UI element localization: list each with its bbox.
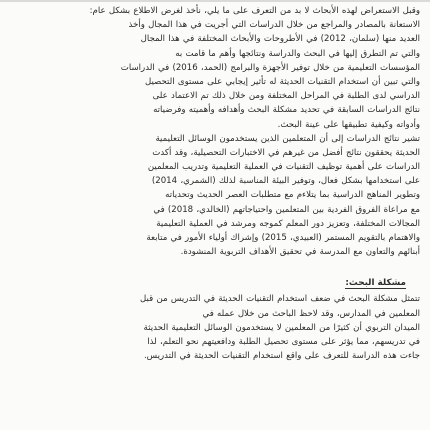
text-line: والتي تبين أن استخدام التقنيات الحديثة له تأثير إيجابي على مستوى التحصيل xyxy=(144,76,420,87)
paragraph-2 xyxy=(10,292,420,363)
paragraph-1 xyxy=(10,4,420,259)
text-line: جاءت هذه الدراسة للتعرف على واقع استخدام التقنيات الحديثة في التدريس. xyxy=(143,351,420,362)
text-line: الاستعانة بالمصادر والمراجع من خلال الدراسات التي أجريت في هذا المجال وأخذ xyxy=(128,20,420,31)
text-line: والتي تم التطرق إليها في البحث والدراسة ونتائجها وأهم ما قامت به xyxy=(175,48,420,59)
text-line: الدراسي لدى الطلبة في المراحل المختلفة ومن خلال ذلك تم الاعتماد على xyxy=(152,91,420,102)
text-line: العديد منها (سلمان، 2012) في الأطروحات والأبحاث المختلفة في هذا المجال xyxy=(140,34,420,45)
section-heading-text: مشكلة البحث: xyxy=(345,278,406,289)
text-line: تشير نتائج الدراسات إلى أن المتعلمين الذين يستخدمون الوسائل التعليمية xyxy=(155,133,420,144)
text-line: مع مراعاة الفروق الفردية بين المتعلمين واحتياجاتهم (الخالدي، 2018) في xyxy=(153,204,420,215)
text-line: الميدان التربوي أن كثيرًا من المعلمين لا يستخدمون الوسائل التعليمية الحديثة xyxy=(143,322,420,333)
top-edge-shadow xyxy=(0,0,430,2)
text-line: وقبل الاستعراض لهذه الأبحاث لا بد من التعرف على ما يلي، نأخذ لغرض الاطلاع بشكل عام: xyxy=(89,6,420,16)
text-line: الحديثة يحققون نتائج أفضل من غيرهم في الاختبارات التحصيلية، وقد أكدت xyxy=(152,147,420,158)
text-line: والاهتمام بالتقويم المستمر (العبيدي، 2015) وإشراك أولياء الأمور في متابعة xyxy=(146,233,420,243)
text-line: المعلمين في المدارس، وقد لاحظ الباحث من خلال عمله في xyxy=(202,308,420,319)
text-line: على استخدامها بشكل فعال، وتوفير البيئة المناسبة لذلك (الشمري، 2014) xyxy=(151,176,420,187)
text-line: وتطوير المناهج الدراسية بما يتلاءم مع متطلبات العصر الحديث وتحدياته xyxy=(165,190,420,201)
section-heading xyxy=(10,276,420,290)
text-line: نتائج الدراسات السابقة في تحديد مشكلة البحث وأهدافه وأهميته وفرضياته xyxy=(153,105,420,116)
text-line: تتمثل مشكلة البحث في ضعف استخدام التقنيات الحديثة في التدريس من قبل xyxy=(140,294,420,305)
text-line: المؤسسات التعليمية من خلال توفير الأجهزة والبرامج (الحمد، 2016) في الدراسات xyxy=(120,62,420,73)
text-line: في تدريسهم، مما يؤثر على مستوى تحصيل الطلبة ودافعيتهم نحو التعلم، لذا xyxy=(147,336,420,347)
text-line: الدراسات على أهمية توظيف التقنيات في العملية التعليمية وتدريب المعلمين xyxy=(147,162,420,173)
text-line: وأدواته وكيفية تطبيقها على عينة البحث. xyxy=(277,119,420,130)
section-gap xyxy=(10,263,420,276)
text-line: أبنائهم والتعاون مع المدرسة في تحقيق الأهداف التربوية المنشودة. xyxy=(180,247,420,258)
text-line: المجالات المختلفة، وتعزيز دور المعلم كموجه ومرشد في العملية التعليمية xyxy=(156,218,420,229)
